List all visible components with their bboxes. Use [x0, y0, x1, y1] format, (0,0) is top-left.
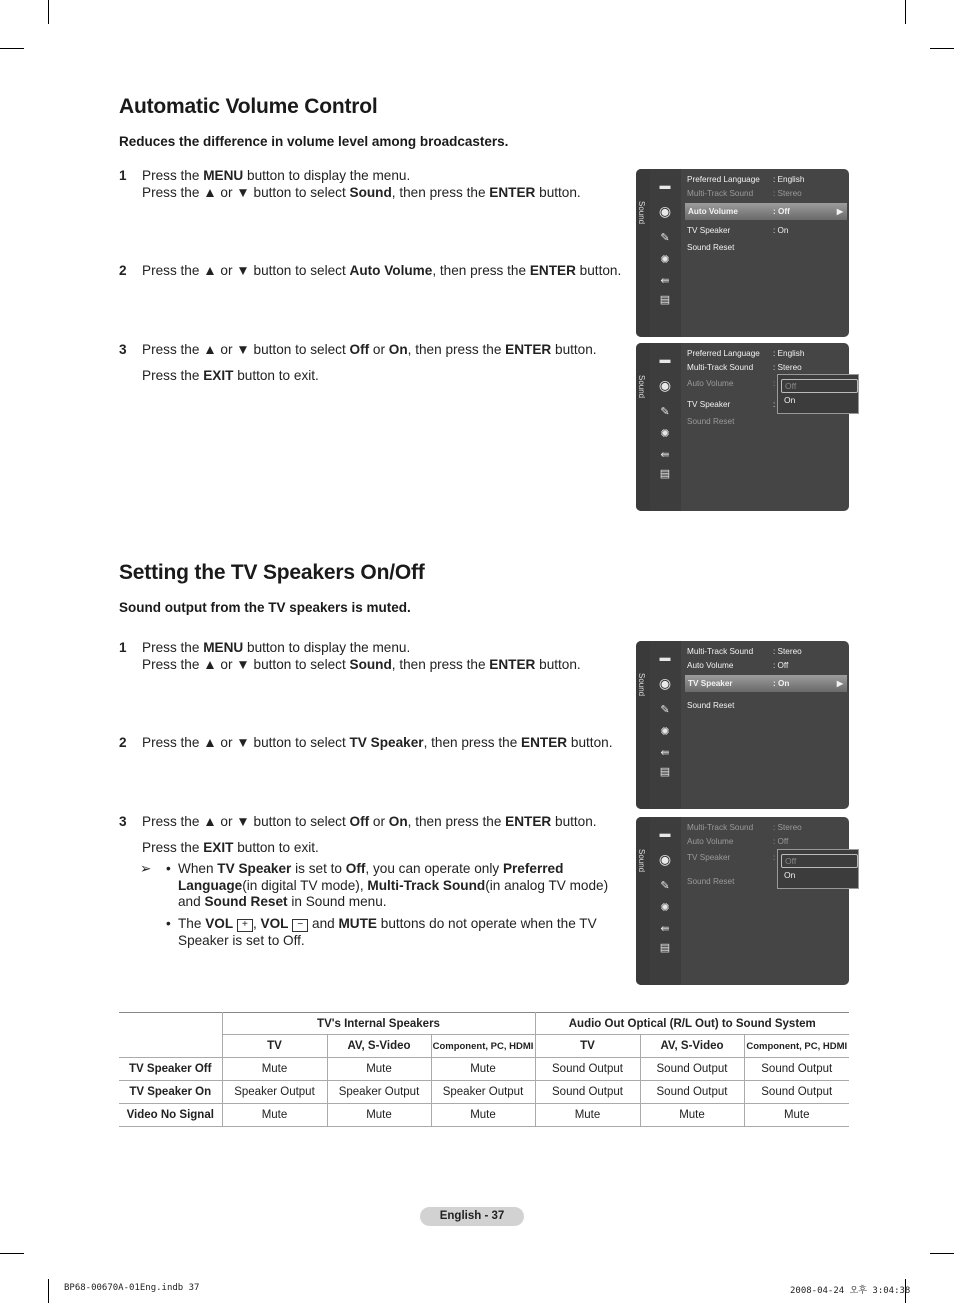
- table-cell: Sound Output: [535, 1081, 640, 1104]
- table-cell: Sound Output: [535, 1058, 640, 1081]
- table-cell: Sound Output: [640, 1058, 744, 1081]
- osd-icon-column: [650, 641, 681, 809]
- osd-row-label: Multi-Track Sound: [687, 363, 754, 372]
- osd-row-value: : On: [773, 226, 789, 235]
- channel-icon: ✎: [660, 406, 670, 418]
- vol-minus-icon: −: [292, 919, 308, 932]
- vol-plus-icon: +: [237, 919, 253, 932]
- picture-icon: ▬: [659, 652, 671, 664]
- channel-icon: ✎: [660, 232, 670, 244]
- osd-row-label: TV Speaker: [688, 679, 733, 688]
- sound-icon: ◉: [658, 675, 672, 691]
- input-icon: ⇚: [660, 923, 670, 935]
- sound-icon: ◉: [658, 377, 672, 393]
- table-sub-header: AV, S-Video: [327, 1035, 431, 1058]
- setup-icon: ✺: [660, 902, 670, 914]
- app-icon: ▤: [659, 766, 671, 778]
- osd-row-label: Preferred Language: [687, 349, 760, 358]
- osd-menu-row[interactable]: [687, 241, 847, 255]
- table-cell: Mute: [222, 1104, 327, 1127]
- table-sub-header: Component, PC, HDMI: [744, 1035, 849, 1058]
- step-number: 3: [119, 814, 127, 829]
- osd-row-label: Auto Volume: [687, 661, 734, 670]
- step-text: [142, 168, 581, 201]
- osd-menu-row[interactable]: [687, 173, 847, 187]
- step-text: [142, 640, 581, 673]
- page-number-badge: English - 37: [420, 1207, 524, 1226]
- table-cell: Mute: [744, 1104, 849, 1127]
- table-row: [119, 1081, 849, 1104]
- step-number: 2: [119, 263, 127, 278]
- osd-row-label: Auto Volume: [687, 837, 734, 846]
- setup-icon: ✺: [660, 254, 670, 266]
- table-row: [119, 1058, 849, 1081]
- osd-menu-row[interactable]: [687, 415, 847, 429]
- app-icon: ▤: [659, 942, 671, 954]
- step-text: [142, 342, 597, 359]
- table-corner: [119, 1013, 222, 1058]
- osd-row-value: : Stereo: [773, 647, 802, 656]
- osd-option-popup: [777, 849, 859, 889]
- table-row: [119, 1104, 849, 1127]
- osd-row-value: : English: [773, 175, 805, 184]
- crop-mark: [0, 48, 24, 49]
- setup-icon: ✺: [660, 726, 670, 738]
- table-cell: Speaker Output: [222, 1081, 327, 1104]
- text-line: Press the ▲ or ▼ button to select Sound, then press the ENTER button.: [142, 184, 581, 200]
- speaker-output-table: [119, 1012, 849, 1127]
- print-timestamp: 2008-04-24 오후 3:04:38: [790, 1286, 911, 1296]
- osd-row-value: :: [773, 400, 776, 409]
- osd-row-label: TV Speaker: [687, 400, 731, 409]
- table-cell: Sound Output: [744, 1058, 849, 1081]
- osd-menu-row[interactable]: [687, 361, 847, 375]
- arrow-right-icon: ▶: [836, 207, 843, 216]
- osd-row-value: : Stereo: [773, 823, 802, 832]
- osd-option-popup: [777, 374, 859, 414]
- step-number: 2: [119, 735, 127, 750]
- osd-side-strip: [636, 169, 650, 337]
- osd-row-label: TV Speaker: [687, 853, 731, 862]
- text-line: Speaker is set to Off.: [178, 932, 305, 948]
- text-line: Press the ▲ or ▼ button to select Sound, then press the ENTER button.: [142, 656, 581, 672]
- bullet-icon: •: [166, 916, 171, 931]
- section1-title: Automatic Volume Control: [119, 95, 378, 118]
- osd-row-value: : Off: [773, 661, 789, 670]
- section1-subtitle: Reduces the difference in volume level among broadcasters.: [119, 134, 509, 149]
- osd-side-strip: [636, 817, 650, 985]
- channel-icon: ✎: [660, 704, 670, 716]
- text-line: Language(in digital TV mode), Multi-Track Sound(in analog TV mode): [178, 877, 609, 893]
- text-line: Press the ▲ or ▼ button to select TV Speaker, then press the ENTER button.: [142, 735, 613, 750]
- osd-menu-row[interactable]: [687, 224, 847, 238]
- osd-menu: [636, 641, 849, 809]
- osd-menu-row[interactable]: [687, 187, 847, 201]
- osd-side-label: Sound: [637, 673, 646, 697]
- sound-icon: ◉: [658, 203, 672, 219]
- step-number: 1: [119, 640, 127, 655]
- osd-row-label: Multi-Track Sound: [687, 823, 754, 832]
- osd-option-on[interactable]: On: [784, 395, 796, 405]
- osd-row-label: Multi-Track Sound: [687, 647, 754, 656]
- input-icon: ⇚: [660, 747, 670, 759]
- step-text: [142, 263, 621, 280]
- input-icon: ⇚: [660, 449, 670, 461]
- text-line: Press the ▲ or ▼ button to select Off or On, then press the ENTER button.: [142, 814, 597, 829]
- text-line: The VOL + , VOL − and MUTE buttons do not operate when the TV: [178, 916, 597, 931]
- app-icon: ▤: [659, 468, 671, 480]
- step-number: 3: [119, 342, 127, 357]
- crop-mark: [48, 0, 49, 24]
- picture-icon: ▬: [659, 828, 671, 840]
- table-cell: Mute: [327, 1104, 431, 1127]
- table-row-label: Video No Signal: [119, 1104, 222, 1127]
- table-cell: Sound Output: [640, 1081, 744, 1104]
- crop-mark: [930, 48, 954, 49]
- step-number: 1: [119, 168, 127, 183]
- osd-menu-row[interactable]: [687, 835, 847, 849]
- text-line: Press the ▲ or ▼ button to select Auto Volume, then press the ENTER button.: [142, 263, 622, 278]
- crop-mark: [930, 1253, 954, 1254]
- step-text: Press the EXIT button to exit.: [142, 368, 319, 383]
- table-cell: Mute: [431, 1058, 535, 1081]
- osd-menu-row[interactable]: [687, 699, 847, 713]
- table-cell: Speaker Output: [327, 1081, 431, 1104]
- table-sub-header: TV: [222, 1035, 327, 1058]
- table-group-header: Audio Out Optical (R/L Out) to Sound System: [535, 1013, 849, 1035]
- table-cell: Sound Output: [744, 1081, 849, 1104]
- table-group-header: TV's Internal Speakers: [222, 1013, 535, 1035]
- table-cell: Mute: [640, 1104, 744, 1127]
- osd-row-value: : Off: [773, 207, 790, 216]
- text-line: Press the MENU button to display the menu.: [142, 168, 411, 183]
- text-line: When TV Speaker is set to Off, you can operate only Preferred: [178, 861, 564, 876]
- step-text: [142, 814, 597, 831]
- osd-row-value: : Stereo: [773, 363, 802, 372]
- sound-icon: ◉: [658, 851, 672, 867]
- osd-row-value: : On: [773, 679, 790, 688]
- osd-side-label: Sound: [637, 201, 646, 225]
- table-row-label: TV Speaker Off: [119, 1058, 222, 1081]
- arrow-right-icon: ▶: [836, 679, 843, 688]
- osd-icon-column: [650, 343, 681, 511]
- step-text: Press the EXIT button to exit.: [142, 840, 319, 855]
- osd-side-label: Sound: [637, 849, 646, 873]
- osd-row-label: Sound Reset: [687, 243, 735, 252]
- osd-menu-row[interactable]: [687, 645, 847, 659]
- osd-row-value: : English: [773, 349, 805, 358]
- osd-row-value: :: [773, 853, 776, 862]
- osd-menu-row[interactable]: [685, 203, 847, 220]
- print-file-info: BP68-00670A-01Eng.indb 37: [64, 1283, 200, 1293]
- bullet-icon: •: [166, 861, 171, 876]
- osd-side-label: Sound: [637, 375, 646, 399]
- osd-menu-row[interactable]: [687, 347, 847, 361]
- app-icon: ▤: [659, 294, 671, 306]
- osd-row-value: :: [773, 379, 776, 388]
- osd-row-label: Auto Volume: [688, 207, 738, 216]
- osd-option-on[interactable]: On: [784, 870, 796, 880]
- osd-menu: [636, 817, 849, 985]
- osd-side-strip: [636, 343, 650, 511]
- osd-side-strip: [636, 641, 650, 809]
- osd-row-value: : Off: [773, 837, 789, 846]
- table-cell: Mute: [222, 1058, 327, 1081]
- osd-icon-column: [650, 817, 681, 985]
- osd-option-off[interactable]: Off: [781, 854, 858, 868]
- crop-mark: [0, 1253, 24, 1254]
- input-icon: ⇚: [660, 275, 670, 287]
- text-line: and Sound Reset in Sound menu.: [178, 894, 387, 909]
- osd-row-label: Sound Reset: [687, 417, 735, 426]
- osd-option-off[interactable]: Off: [781, 379, 858, 393]
- osd-row-label: TV Speaker: [687, 226, 731, 235]
- table-cell: Mute: [431, 1104, 535, 1127]
- osd-menu: [636, 343, 849, 511]
- table-cell: Mute: [327, 1058, 431, 1081]
- note-marker-icon: ➢: [140, 861, 152, 876]
- osd-row-label: Sound Reset: [687, 877, 735, 886]
- osd-row-label: Sound Reset: [687, 701, 735, 710]
- text-line: Press the MENU button to display the menu.: [142, 640, 411, 655]
- picture-icon: ▬: [659, 180, 671, 192]
- table-row-label: TV Speaker On: [119, 1081, 222, 1104]
- table-cell: Speaker Output: [431, 1081, 535, 1104]
- section2-title: Setting the TV Speakers On/Off: [119, 561, 425, 584]
- table-sub-header: TV: [535, 1035, 640, 1058]
- channel-icon: ✎: [660, 880, 670, 892]
- step-text: [142, 735, 612, 752]
- table-sub-header: AV, S-Video: [640, 1035, 744, 1058]
- osd-row-value: : Stereo: [773, 189, 802, 198]
- setup-icon: ✺: [660, 428, 670, 440]
- section2-subtitle: Sound output from the TV speakers is muted.: [119, 600, 411, 615]
- picture-icon: ▬: [659, 354, 671, 366]
- osd-menu-row[interactable]: [685, 675, 847, 692]
- osd-menu-row[interactable]: [687, 821, 847, 835]
- osd-row-label: Multi-Track Sound: [687, 189, 754, 198]
- osd-row-label: Auto Volume: [687, 379, 734, 388]
- osd-icon-column: [650, 169, 681, 337]
- table-sub-header: Component, PC, HDMI: [431, 1035, 535, 1058]
- text-line: Press the ▲ or ▼ button to select Off or On, then press the ENTER button.: [142, 342, 597, 357]
- osd-row-label: Preferred Language: [687, 175, 760, 184]
- osd-menu: [636, 169, 849, 337]
- osd-menu-row[interactable]: [687, 659, 847, 673]
- crop-mark: [905, 0, 906, 24]
- crop-mark: [48, 1279, 49, 1303]
- table-cell: Mute: [535, 1104, 640, 1127]
